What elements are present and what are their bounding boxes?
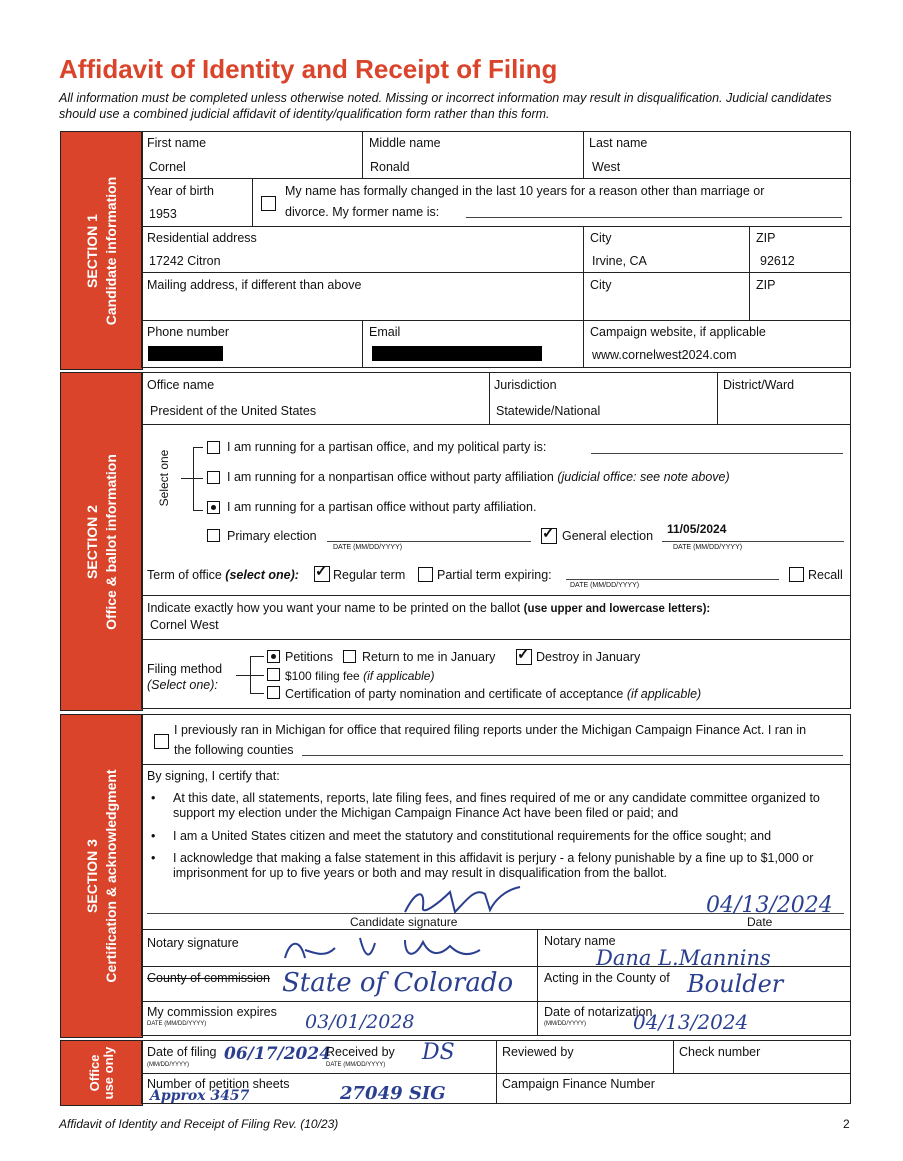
partial-date-format: DATE (MM/DD/YYYY) bbox=[570, 582, 640, 589]
filing-fee-text: $100 filing fee bbox=[285, 669, 360, 683]
partisan-party-checkbox[interactable] bbox=[207, 441, 220, 454]
former-name-label: divorce. My former name is: bbox=[285, 205, 440, 219]
notary-signature-mark bbox=[275, 928, 485, 970]
by-signing-label: By signing, I certify that: bbox=[147, 769, 280, 783]
email-redaction bbox=[372, 346, 542, 361]
nonpartisan-text: I am running for a nonpartisan office without party affiliation bbox=[227, 470, 554, 484]
section-3-name: Certification & acknowledgment bbox=[102, 769, 119, 983]
residential-address-label: Residential address bbox=[147, 231, 257, 245]
page-number: 2 bbox=[843, 1117, 850, 1131]
filing-fee-note: (if applicable) bbox=[363, 669, 435, 683]
mailing-zip-label: ZIP bbox=[756, 278, 776, 292]
term-select-note: (select one): bbox=[225, 568, 299, 582]
middle-name-label: Middle name bbox=[369, 136, 441, 150]
zip-value[interactable]: 92612 bbox=[760, 254, 795, 268]
petition-sheets-note[interactable]: Approx 3457 bbox=[150, 1088, 250, 1104]
received-by-format: DATE (MM/DD/YYYY) bbox=[326, 1062, 386, 1068]
jurisdiction-label: Jurisdiction bbox=[494, 378, 557, 392]
general-election-label: General election bbox=[562, 529, 654, 543]
return-january-label: Return to me in January bbox=[362, 650, 496, 664]
zip-label: ZIP bbox=[756, 231, 776, 245]
filing-date-value[interactable]: 06/17/2024 bbox=[224, 1044, 332, 1064]
signature-date-value[interactable]: 04/13/2024 bbox=[706, 893, 833, 918]
section-1-number: SECTION 1 bbox=[83, 213, 100, 288]
petition-sheets-label: Number of petition sheets bbox=[147, 1077, 290, 1091]
former-name-line[interactable] bbox=[466, 217, 842, 218]
section-2-tab bbox=[60, 372, 143, 711]
email-label: Email bbox=[369, 325, 401, 339]
petitions-radio[interactable] bbox=[267, 650, 280, 663]
last-name-label: Last name bbox=[589, 136, 648, 150]
office-name-value[interactable]: President of the United States bbox=[150, 404, 317, 418]
city-value[interactable]: Irvine, CA bbox=[592, 254, 647, 268]
ballot-name-label bbox=[147, 601, 710, 615]
city-label: City bbox=[590, 231, 612, 245]
previously-ran-text: I previously ran in Michigan for office that required filing reports under the Michigan Campaign Finance Act. I ran in bbox=[174, 723, 807, 737]
filing-method-select: (Select one): bbox=[147, 678, 218, 692]
general-date-line[interactable] bbox=[662, 541, 844, 542]
jurisdiction-value[interactable]: Statewide/National bbox=[496, 404, 601, 418]
certification-checkbox[interactable] bbox=[267, 686, 280, 699]
partial-term-checkbox[interactable] bbox=[418, 567, 433, 582]
filing-date-label: Date of filing bbox=[147, 1045, 217, 1059]
acting-county-value[interactable]: Boulder bbox=[687, 970, 784, 998]
reviewed-by-label: Reviewed by bbox=[502, 1045, 574, 1059]
notarization-date-label: Date of notarization bbox=[544, 1005, 653, 1019]
certify-bullet-2-text: I am a United States citizen and meet the statutory and constitutional requirements for the office sought; and bbox=[173, 829, 772, 843]
filing-fee-checkbox[interactable] bbox=[267, 668, 280, 681]
primary-election-checkbox[interactable] bbox=[207, 529, 220, 542]
received-by-value[interactable]: DS bbox=[422, 1040, 455, 1065]
regular-term-checkbox[interactable] bbox=[314, 566, 330, 582]
filing-date-format: (MM/DD/YYYY) bbox=[147, 1062, 189, 1068]
certify-bullet-2 bbox=[151, 829, 851, 844]
nonpartisan-option bbox=[227, 470, 730, 484]
certification-note: (if applicable) bbox=[626, 687, 702, 701]
partisan-no-affiliation-checkbox[interactable] bbox=[207, 501, 220, 514]
general-date-format: DATE (MM/DD/YYYY) bbox=[673, 544, 743, 551]
partial-term-label: Partial term expiring: bbox=[437, 568, 552, 582]
name-change-checkbox[interactable] bbox=[261, 196, 276, 211]
return-january-checkbox[interactable] bbox=[343, 650, 356, 663]
mailing-city-label: City bbox=[590, 278, 612, 292]
partisan-party-option: I am running for a partisan office, and my political party is: bbox=[227, 440, 547, 454]
certification-label bbox=[285, 687, 701, 701]
certify-bullet-3 bbox=[151, 851, 831, 881]
commission-expires-label: My commission expires bbox=[147, 1005, 277, 1019]
campaign-finance-number-label: Campaign Finance Number bbox=[502, 1077, 655, 1091]
name-change-text: My name has formally changed in the last 10 years for a reason other than marriage or bbox=[285, 184, 765, 198]
form-title: Affidavit of Identity and Receipt of Filing bbox=[59, 54, 558, 84]
website-value[interactable]: www.cornelwest2024.com bbox=[592, 348, 737, 362]
year-of-birth-label: Year of birth bbox=[147, 184, 214, 198]
term-label: Term of office bbox=[147, 568, 222, 582]
filing-method-label: Filing method bbox=[147, 662, 223, 676]
district-label: District/Ward bbox=[723, 378, 795, 392]
destroy-january-checkbox[interactable] bbox=[516, 649, 532, 665]
first-name-value[interactable]: Cornel bbox=[149, 160, 186, 174]
bullet-dot: • bbox=[151, 829, 156, 843]
filing-fee-label bbox=[285, 669, 434, 683]
footer-form-name: Affidavit of Identity and Receipt of Filing Rev. (10/23) bbox=[59, 1117, 339, 1131]
received-by-label: Received by bbox=[326, 1045, 395, 1059]
primary-date-format: DATE (MM/DD/YYYY) bbox=[333, 544, 403, 551]
year-of-birth-value[interactable]: 1953 bbox=[149, 207, 177, 221]
residential-address-value[interactable]: 17242 Citron bbox=[149, 254, 221, 268]
office-name-label: Office name bbox=[147, 378, 215, 392]
office-use-label: Office use only bbox=[86, 1046, 116, 1100]
counties-line[interactable] bbox=[302, 755, 843, 756]
middle-name-value[interactable]: Ronald bbox=[370, 160, 410, 174]
general-election-date[interactable]: 11/05/2024 bbox=[667, 522, 727, 536]
notary-signature-label: Notary signature bbox=[147, 936, 239, 950]
certification-text: Certification of party nomination and certificate of acceptance bbox=[285, 687, 624, 701]
notary-name-value[interactable]: Dana L.Mannins bbox=[596, 946, 771, 970]
notarization-date-format: (MM/DD/YYYY) bbox=[544, 1021, 586, 1027]
petitions-label: Petitions bbox=[285, 650, 333, 664]
commission-expires-value[interactable]: 03/01/2028 bbox=[305, 1011, 415, 1033]
term-of-office-label bbox=[147, 568, 299, 582]
county-of-commission-value[interactable]: State of Colorado bbox=[282, 968, 514, 998]
phone-redaction bbox=[148, 346, 223, 361]
recall-label: Recall bbox=[808, 568, 843, 582]
certify-bullet-1 bbox=[151, 791, 831, 821]
first-name-label: First name bbox=[147, 136, 207, 150]
mailing-address-label: Mailing address, if different than above bbox=[147, 278, 362, 292]
primary-date-line[interactable] bbox=[327, 541, 531, 542]
partisan-no-affiliation-option: I am running for a partisan office without party affiliation. bbox=[227, 500, 537, 514]
section-3-tab bbox=[60, 714, 143, 1038]
destroy-january-label: Destroy in January bbox=[536, 650, 641, 664]
certify-bullet-1-text: At this date, all statements, reports, late filing fees, and fines required of me or any candidate committee organized to support my election under the Michigan Campaign Finance Act have been filed or paid; and bbox=[173, 791, 820, 820]
signature-date-label: Date bbox=[747, 915, 773, 929]
partial-term-date-line[interactable] bbox=[566, 579, 779, 580]
ballot-name-note: (use upper and lowercase letters): bbox=[523, 603, 711, 615]
nonpartisan-note: (judicial office: see note above) bbox=[557, 470, 730, 484]
section-2-number: SECTION 2 bbox=[83, 504, 100, 579]
ballot-name-text: Indicate exactly how you want your name to be printed on the ballot bbox=[147, 601, 521, 615]
candidate-signature-label: Candidate signature bbox=[350, 915, 458, 929]
select-one-label: Select one bbox=[157, 449, 171, 507]
regular-term-label: Regular term bbox=[333, 568, 406, 582]
acting-county-label: Acting in the County of bbox=[544, 971, 670, 985]
ballot-name-value[interactable]: Cornel West bbox=[150, 618, 219, 632]
website-label: Campaign website, if applicable bbox=[590, 325, 766, 339]
bullet-dot: • bbox=[151, 851, 156, 865]
form-instructions: All information must be completed unless otherwise noted. Missing or incorrect information may result in disqualification. Judicial candidates should use a combined judicial affidavit of identity/qualification form rather than this form. bbox=[59, 91, 832, 121]
general-election-checkbox[interactable] bbox=[541, 528, 557, 544]
last-name-value[interactable]: West bbox=[592, 160, 621, 174]
nonpartisan-checkbox[interactable] bbox=[207, 471, 220, 484]
section-1-tab bbox=[60, 131, 143, 370]
certify-bullet-3-text: I acknowledge that making a false statement in this affidavit is perjury - a felony punishable by a fine up to $1,000 or imprisonment for up to five years or both and may result in disqualification from the ballot. bbox=[173, 851, 814, 880]
recall-checkbox[interactable] bbox=[789, 567, 804, 582]
notarization-date-value[interactable]: 04/13/2024 bbox=[633, 1010, 749, 1034]
notary-name-label: Notary name bbox=[544, 934, 616, 948]
section-1-name: Candidate information bbox=[102, 176, 119, 325]
check-number-label: Check number bbox=[679, 1045, 761, 1059]
phone-label: Phone number bbox=[147, 325, 230, 339]
section-3-number: SECTION 3 bbox=[83, 839, 100, 913]
counties-label: the following counties bbox=[174, 743, 294, 757]
commission-expires-format: DATE (MM/DD/YYYY) bbox=[147, 1021, 207, 1027]
primary-election-label: Primary election bbox=[227, 529, 317, 543]
office-use-tab bbox=[60, 1040, 143, 1106]
bullet-dot: • bbox=[151, 791, 156, 805]
party-name-line[interactable] bbox=[591, 453, 843, 454]
petition-signatures-value[interactable]: 27049 SIG bbox=[340, 1083, 446, 1104]
previously-ran-checkbox[interactable] bbox=[154, 734, 169, 749]
county-of-commission-label: County of commission bbox=[147, 971, 270, 985]
section-2-name: Office & ballot information bbox=[102, 453, 119, 630]
